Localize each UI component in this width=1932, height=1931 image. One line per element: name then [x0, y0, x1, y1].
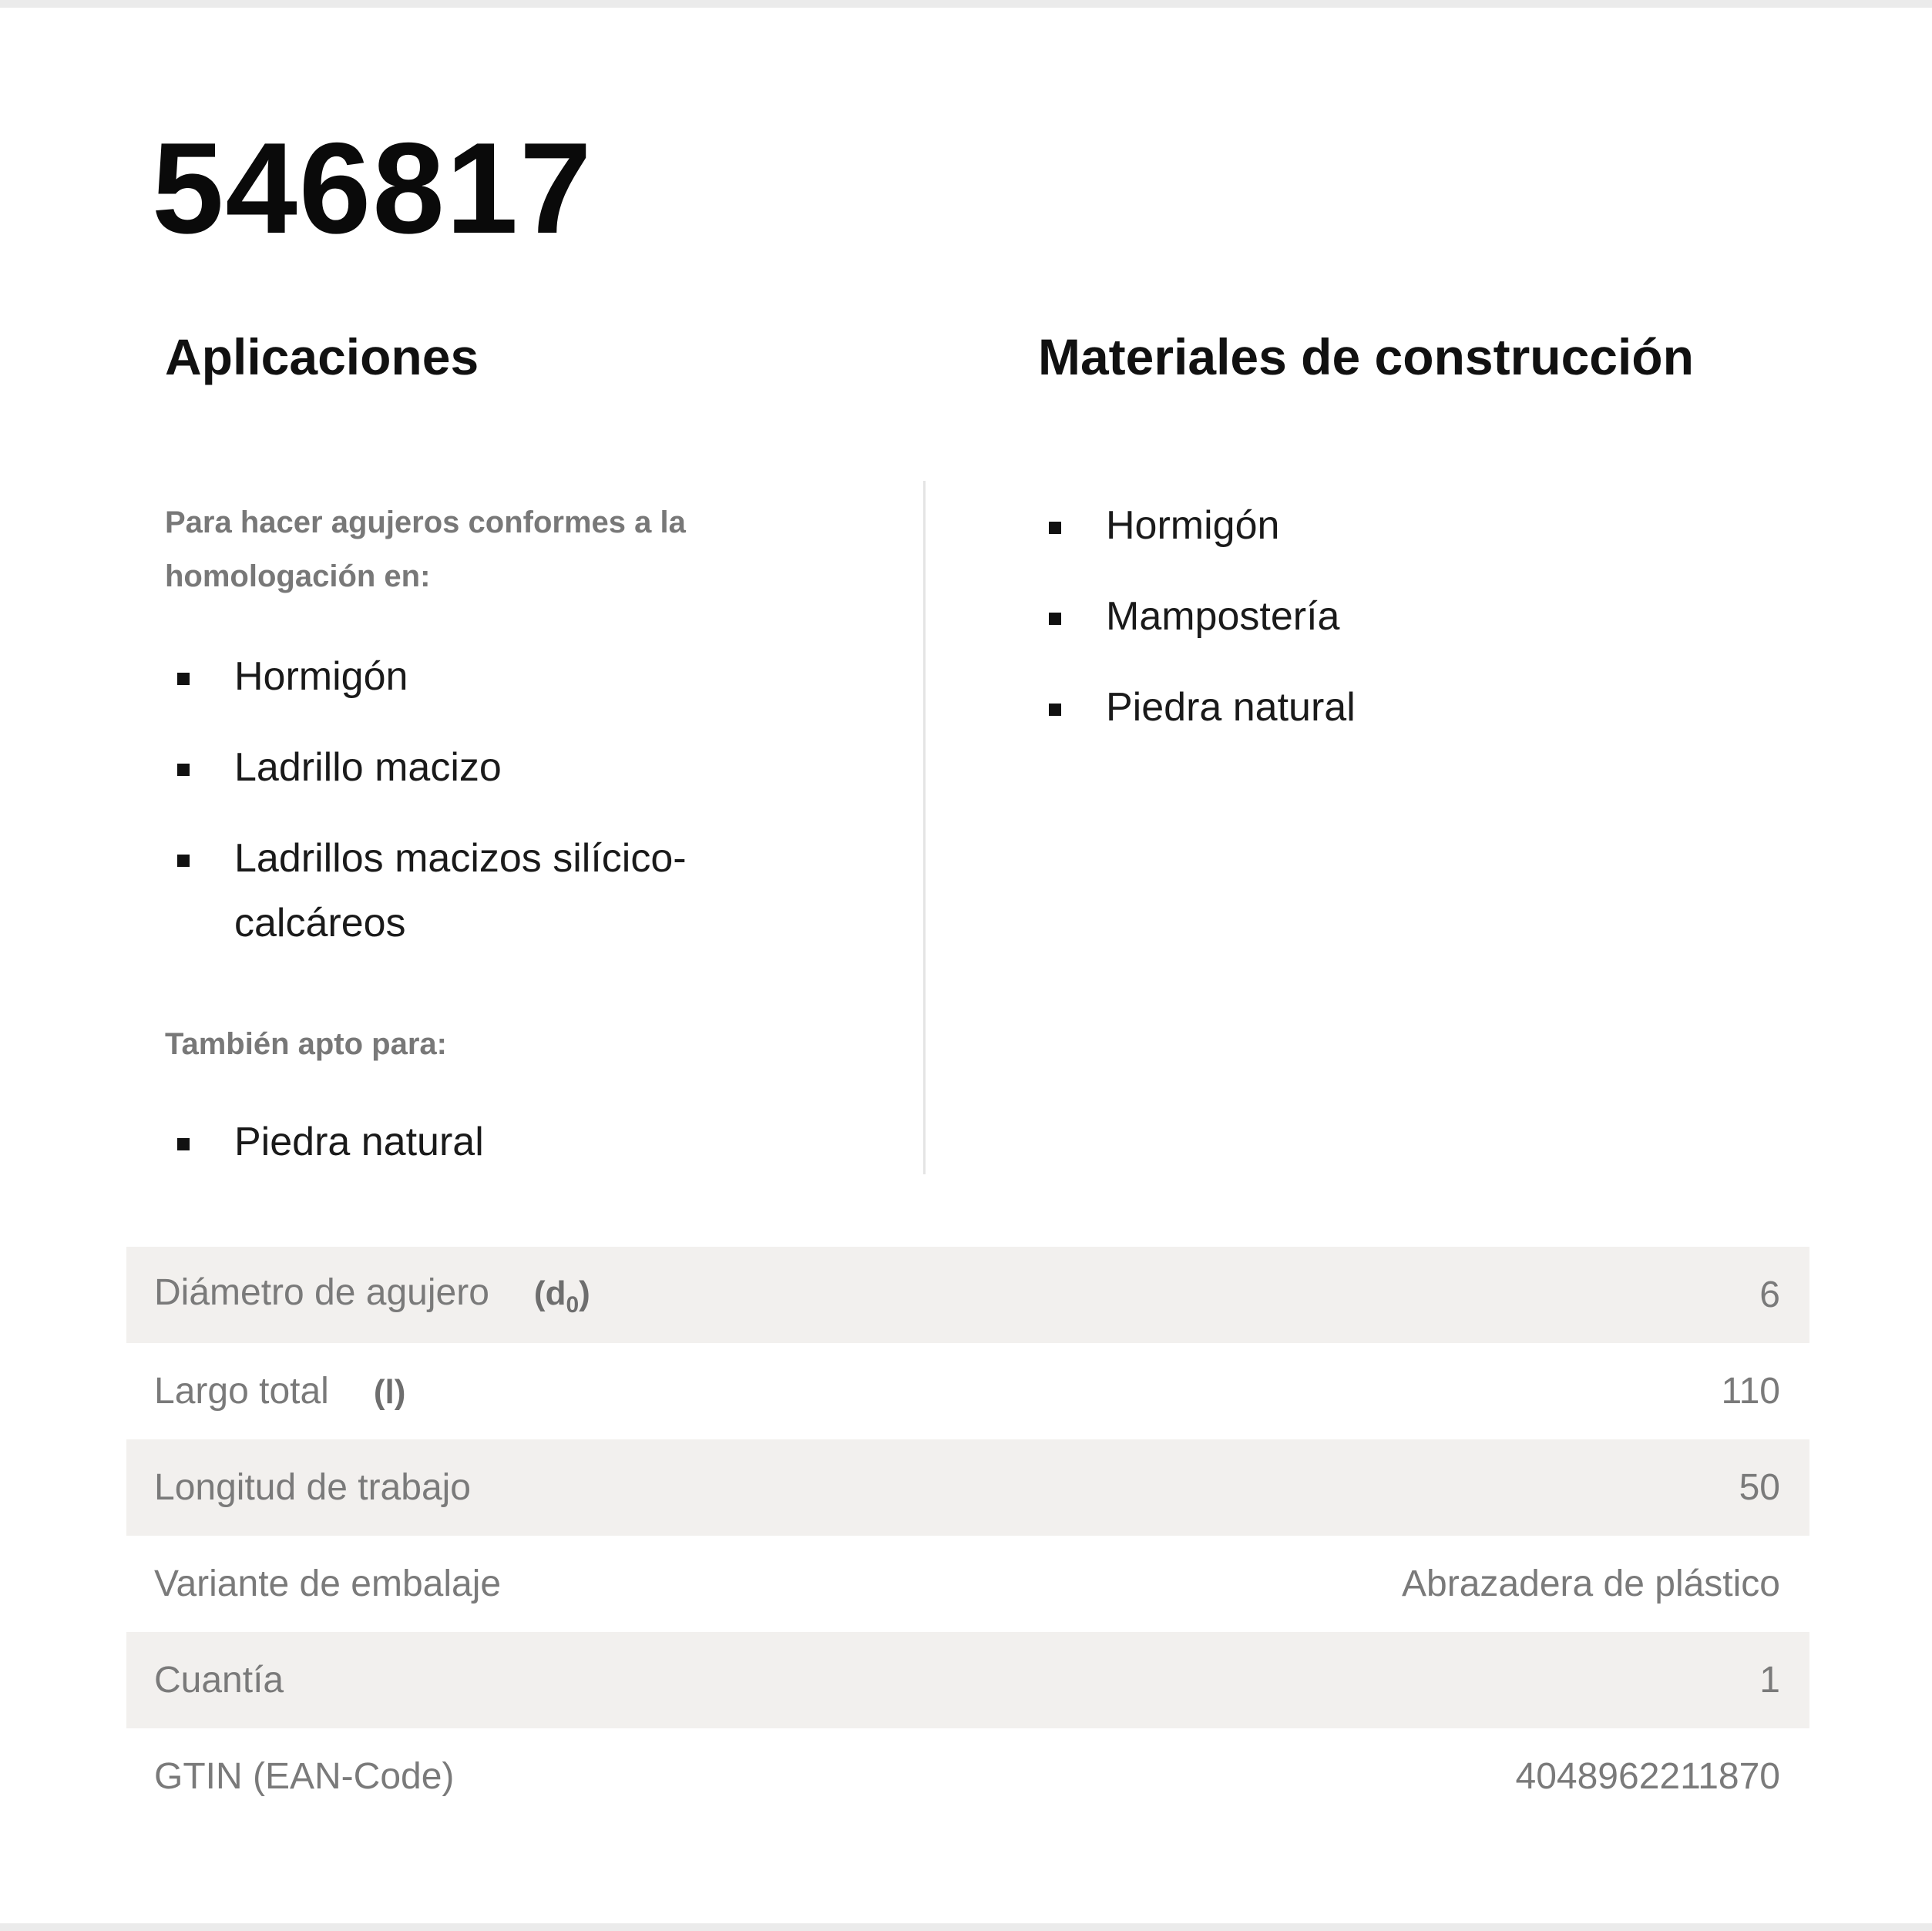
- materials-heading: Materiales de construcción: [1038, 328, 1694, 385]
- symbol-subscript: 0: [566, 1291, 580, 1318]
- bullet-square-icon: [1049, 522, 1061, 534]
- spec-value: 1: [1759, 1660, 1780, 1701]
- list-item: [165, 735, 812, 800]
- bottom-band: [0, 1923, 1932, 1931]
- spec-label-cell: [154, 1370, 405, 1412]
- symbol-letter: l: [385, 1373, 395, 1411]
- list-item: [1037, 584, 1807, 649]
- spec-row-working-length: [126, 1439, 1809, 1536]
- column-divider: [923, 481, 926, 1174]
- approved-materials-list: [165, 644, 812, 982]
- spec-row-total-length: [126, 1343, 1809, 1439]
- spec-label: Diámetro de agujero: [154, 1272, 489, 1314]
- spec-value: Abrazadera de plástico: [1402, 1563, 1780, 1604]
- list-item: [1037, 675, 1807, 740]
- top-band: [0, 0, 1932, 8]
- spec-label: Variante de embalaje: [154, 1563, 502, 1604]
- bullet-square-icon: [177, 764, 190, 776]
- bullet-square-icon: [1049, 704, 1061, 716]
- also-suitable-label: También apto para:: [165, 1027, 447, 1061]
- bullet-square-icon: [177, 855, 190, 867]
- list-item-label: Hormigón: [234, 654, 408, 699]
- bullet-square-icon: [177, 673, 190, 685]
- list-item: [1037, 493, 1807, 558]
- product-code: 546817: [152, 116, 593, 260]
- spec-symbol: (l): [373, 1373, 406, 1411]
- spec-table: [126, 1247, 1809, 1825]
- list-item: [165, 1110, 812, 1174]
- spec-value: 50: [1739, 1467, 1780, 1508]
- spec-label: Largo total: [154, 1371, 329, 1412]
- spec-row-hole-diameter: [126, 1247, 1809, 1343]
- spec-symbol: $(d_0)$: [533, 1274, 590, 1318]
- list-item-label: Piedra natural: [234, 1120, 484, 1164]
- spec-label: Cuantía: [154, 1660, 284, 1701]
- bullet-square-icon: [177, 1138, 190, 1150]
- symbol-letter: d: [545, 1274, 566, 1313]
- list-item-label: Ladrillos macizos silícico-calcáreos: [234, 836, 687, 945]
- spec-row-packaging-variant: [126, 1536, 1809, 1632]
- also-suitable-list: [165, 1110, 812, 1201]
- building-materials-list: [1037, 493, 1807, 766]
- spec-label: GTIN (EAN-Code): [154, 1756, 455, 1797]
- list-item-label: Ladrillo macizo: [234, 745, 502, 790]
- spec-value: 6: [1759, 1274, 1780, 1315]
- list-item: [165, 826, 812, 955]
- applications-heading: Aplicaciones: [165, 328, 479, 385]
- list-item-label: Hormigón: [1106, 503, 1280, 548]
- list-item-label: Piedra natural: [1106, 685, 1356, 730]
- list-item: [165, 644, 812, 709]
- list-item-label: Mampostería: [1106, 594, 1340, 639]
- applications-intro: Para hacer agujeros conformes a la homologación en:: [165, 505, 686, 593]
- bullet-square-icon: [1049, 613, 1061, 625]
- spec-row-gtin: [126, 1728, 1809, 1825]
- spec-value: 110: [1721, 1371, 1780, 1412]
- spec-label: Longitud de trabajo: [154, 1467, 471, 1508]
- spec-row-quantity: [126, 1632, 1809, 1728]
- spec-label-cell: [154, 1271, 590, 1318]
- spec-value: 4048962211870: [1515, 1756, 1780, 1797]
